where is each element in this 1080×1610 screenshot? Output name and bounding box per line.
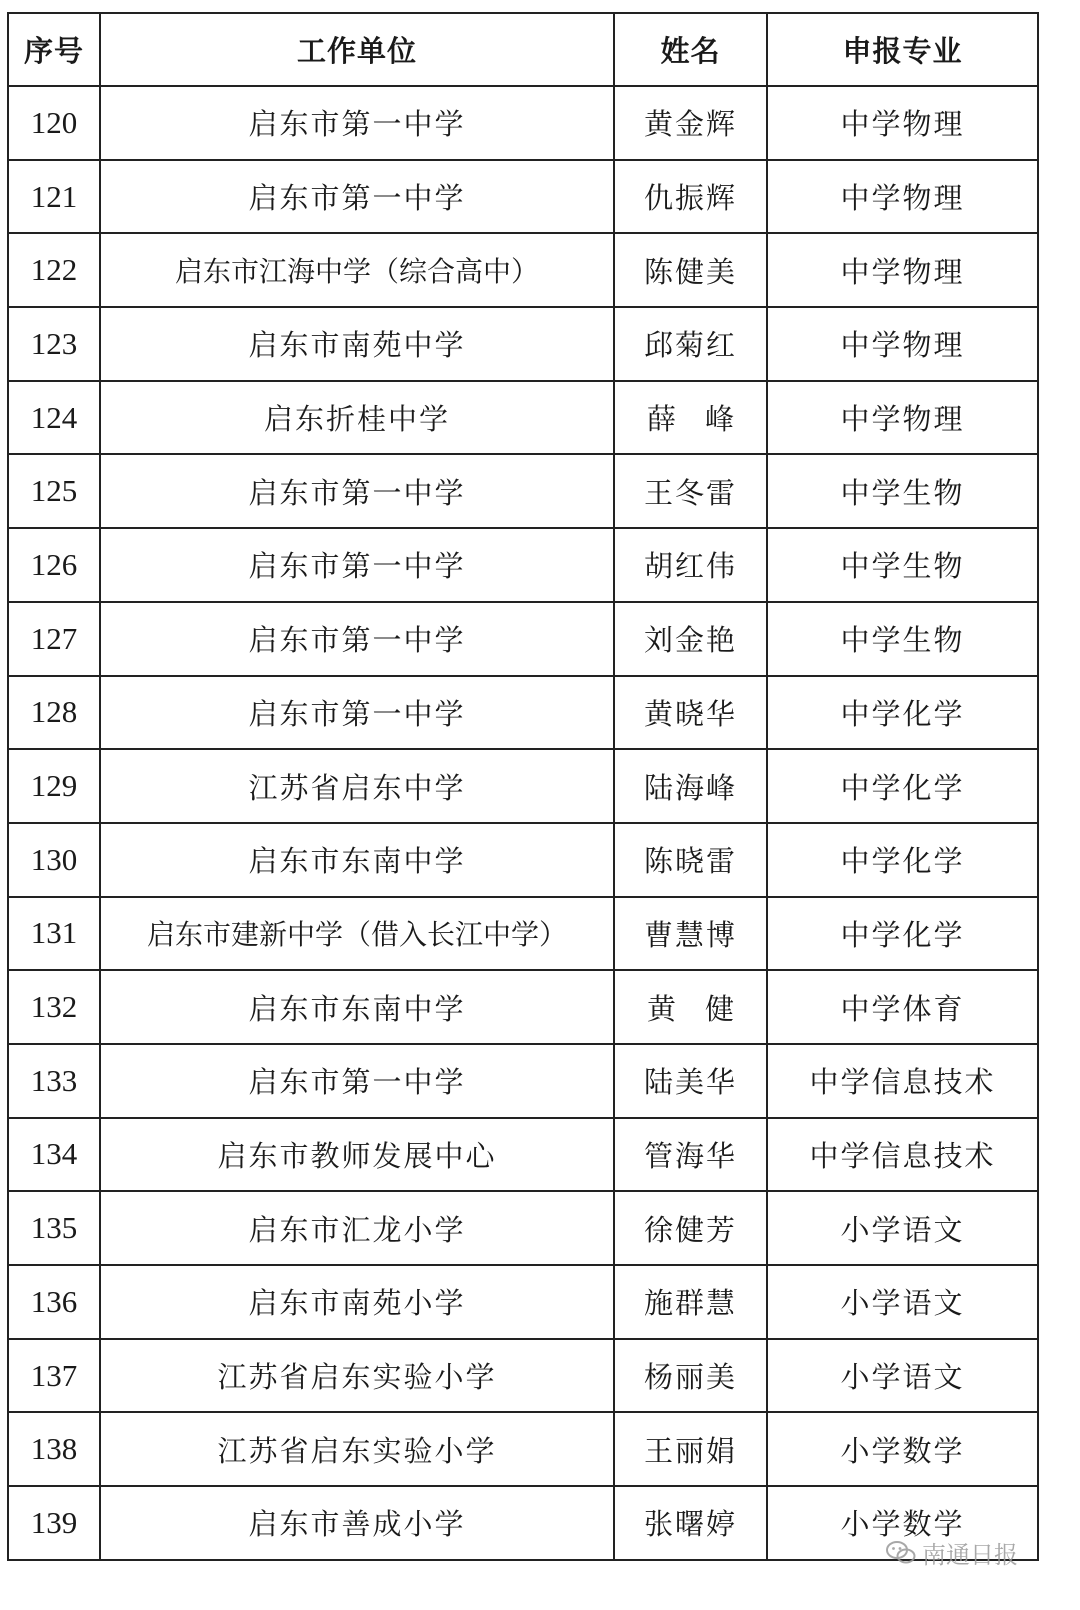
cell-unit: 启东市江海中学（综合高中） (100, 233, 614, 307)
table-row (8, 1339, 1038, 1413)
table-row (8, 528, 1038, 602)
cell-name: 施群慧 (614, 1265, 767, 1339)
cell-major: 中学物理 (767, 160, 1038, 234)
cell-name: 胡红伟 (614, 528, 767, 602)
table-row (8, 823, 1038, 897)
cell-major: 中学物理 (767, 307, 1038, 381)
cell-unit: 启东市第一中学 (100, 454, 614, 528)
cell-name: 薛 峰 (614, 381, 767, 455)
cell-unit: 启东市东南中学 (100, 823, 614, 897)
cell-major: 小学数学 (767, 1486, 1038, 1560)
cell-name: 王丽娟 (614, 1412, 767, 1486)
applicant-table (7, 12, 1039, 1561)
cell-num: 128 (8, 676, 100, 750)
cell-unit: 启东市第一中学 (100, 160, 614, 234)
cell-major: 中学化学 (767, 897, 1038, 971)
cell-major: 中学生物 (767, 528, 1038, 602)
cell-name: 张曙婷 (614, 1486, 767, 1560)
cell-name: 仇振辉 (614, 160, 767, 234)
cell-unit: 启东市第一中学 (100, 602, 614, 676)
source-watermark (886, 1535, 1018, 1570)
cell-name: 陆美华 (614, 1044, 767, 1118)
cell-name: 曹慧博 (614, 897, 767, 971)
cell-major: 中学信息技术 (767, 1118, 1038, 1192)
cell-num: 122 (8, 233, 100, 307)
table-body (8, 86, 1038, 1560)
cell-unit: 启东市第一中学 (100, 1044, 614, 1118)
cell-name: 管海华 (614, 1118, 767, 1192)
cell-major: 中学生物 (767, 602, 1038, 676)
cell-unit: 启东市南苑中学 (100, 307, 614, 381)
cell-unit: 启东市教师发展中心 (100, 1118, 614, 1192)
cell-major: 小学语文 (767, 1265, 1038, 1339)
table-row (8, 1044, 1038, 1118)
cell-name: 陈晓雷 (614, 823, 767, 897)
cell-unit: 启东市第一中学 (100, 676, 614, 750)
cell-unit: 启东市东南中学 (100, 970, 614, 1044)
cell-num: 127 (8, 602, 100, 676)
cell-major: 中学体育 (767, 970, 1038, 1044)
cell-num: 120 (8, 86, 100, 160)
header-name: 姓名 (614, 13, 767, 86)
header-major: 申报专业 (767, 13, 1038, 86)
table-row (8, 1412, 1038, 1486)
cell-num: 129 (8, 749, 100, 823)
wechat-icon (886, 1540, 916, 1566)
table-row (8, 454, 1038, 528)
cell-num: 133 (8, 1044, 100, 1118)
cell-name: 陈健美 (614, 233, 767, 307)
cell-num: 123 (8, 307, 100, 381)
cell-num: 135 (8, 1191, 100, 1265)
cell-name: 刘金艳 (614, 602, 767, 676)
table-row (8, 602, 1038, 676)
cell-num: 138 (8, 1412, 100, 1486)
cell-num: 126 (8, 528, 100, 602)
table-row (8, 676, 1038, 750)
table-row (8, 307, 1038, 381)
table-row (8, 1265, 1038, 1339)
table-row (8, 749, 1038, 823)
cell-unit: 启东折桂中学 (100, 381, 614, 455)
cell-major: 中学信息技术 (767, 1044, 1038, 1118)
cell-major: 中学物理 (767, 381, 1038, 455)
table-header-row (8, 13, 1038, 86)
cell-major: 中学化学 (767, 823, 1038, 897)
cell-unit: 启东市南苑小学 (100, 1265, 614, 1339)
header-num: 序号 (8, 13, 100, 86)
table-row (8, 970, 1038, 1044)
cell-unit: 江苏省启东实验小学 (100, 1412, 614, 1486)
cell-unit: 启东市第一中学 (100, 86, 614, 160)
cell-name: 陆海峰 (614, 749, 767, 823)
watermark-text: 南通日报 (922, 1541, 1018, 1569)
header-unit: 工作单位 (100, 13, 614, 86)
table-row (8, 1118, 1038, 1192)
cell-num: 131 (8, 897, 100, 971)
cell-name: 徐健芳 (614, 1191, 767, 1265)
table-row (8, 1191, 1038, 1265)
cell-num: 124 (8, 381, 100, 455)
cell-unit: 启东市汇龙小学 (100, 1191, 614, 1265)
table-row (8, 160, 1038, 234)
applicant-list-sheet (7, 12, 1037, 1561)
table-row (8, 233, 1038, 307)
cell-name: 邱菊红 (614, 307, 767, 381)
cell-unit: 启东市善成小学 (100, 1486, 614, 1560)
cell-major: 小学数学 (767, 1412, 1038, 1486)
cell-name: 黄金辉 (614, 86, 767, 160)
cell-major: 中学物理 (767, 233, 1038, 307)
cell-name: 黄晓华 (614, 676, 767, 750)
table-row (8, 86, 1038, 160)
cell-unit: 启东市第一中学 (100, 528, 614, 602)
cell-num: 139 (8, 1486, 100, 1560)
cell-major: 中学化学 (767, 749, 1038, 823)
cell-major: 中学物理 (767, 86, 1038, 160)
table-row (8, 381, 1038, 455)
cell-num: 137 (8, 1339, 100, 1413)
cell-unit: 江苏省启东实验小学 (100, 1339, 614, 1413)
cell-unit: 江苏省启东中学 (100, 749, 614, 823)
cell-major: 小学语文 (767, 1339, 1038, 1413)
cell-major: 中学化学 (767, 676, 1038, 750)
table-row (8, 1486, 1038, 1560)
cell-num: 136 (8, 1265, 100, 1339)
cell-num: 125 (8, 454, 100, 528)
cell-num: 130 (8, 823, 100, 897)
cell-name: 黄 健 (614, 970, 767, 1044)
cell-major: 小学语文 (767, 1191, 1038, 1265)
cell-unit: 启东市建新中学（借入长江中学） (100, 897, 614, 971)
cell-num: 134 (8, 1118, 100, 1192)
cell-name: 王冬雷 (614, 454, 767, 528)
cell-name: 杨丽美 (614, 1339, 767, 1413)
cell-num: 121 (8, 160, 100, 234)
cell-major: 中学生物 (767, 454, 1038, 528)
table-row (8, 897, 1038, 971)
cell-num: 132 (8, 970, 100, 1044)
